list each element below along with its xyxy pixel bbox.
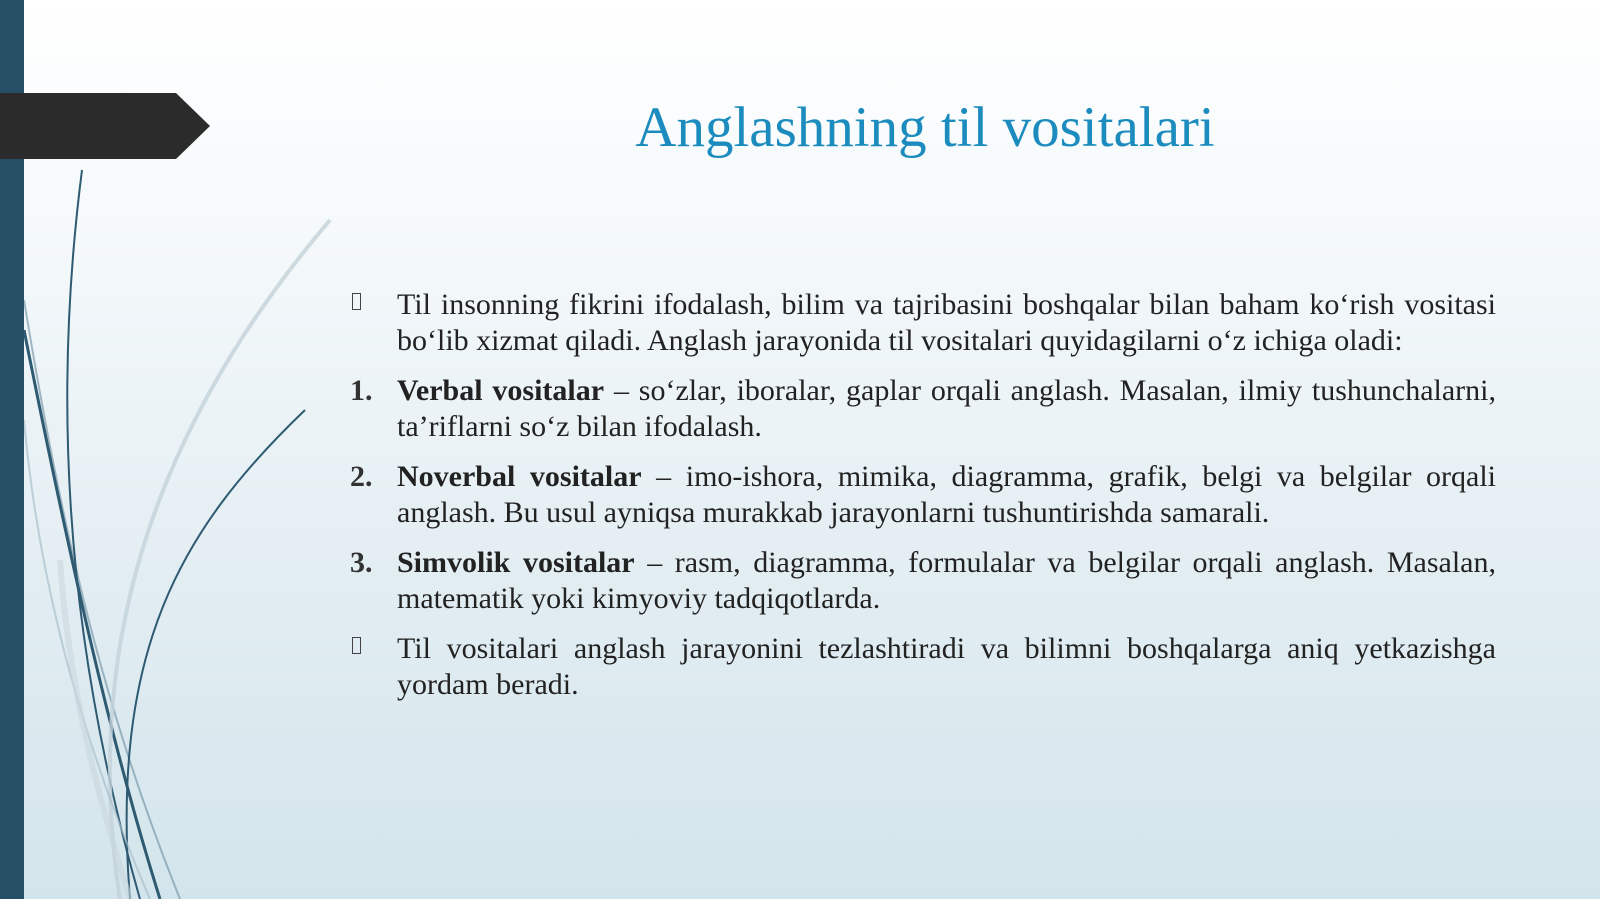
item-text: – imo-ishora, mimika, diagramma, grafik, belgi va belgilar orqali anglash. Bu usul ayniqsa murakkab jarayonlarni tushuntirishda samarali. xyxy=(397,460,1496,529)
list-item-3 xyxy=(350,545,1496,617)
conclusion-bullet xyxy=(350,631,1496,703)
slide-title: Anglashning til vositalari xyxy=(635,96,1215,159)
conclusion-text: Til vositalari anglash jarayonini tezlashtiradi va bilimni boshqalarga aniq yetkazishga yordam beradi. xyxy=(397,632,1496,701)
list-number: 3. xyxy=(350,546,373,579)
list-number: 1. xyxy=(350,374,373,407)
item-text: – rasm, diagramma, formulalar va belgilar orqali anglash. Masalan, matematik yoki kimyoviy tadqiqotlarda. xyxy=(397,546,1496,615)
item-term: Verbal vositalar xyxy=(397,374,605,407)
square-bullet-icon xyxy=(352,293,361,310)
arrow-tag-shape xyxy=(0,93,210,159)
list-number: 2. xyxy=(350,460,373,493)
item-text: – so‘zlar, iboralar, gaplar orqali anglash. Masalan, ilmiy tushunchalarni, ta’riflarni so‘z bilan ifodalash. xyxy=(397,374,1496,443)
list-item-1 xyxy=(350,373,1496,445)
slide-body xyxy=(350,287,1496,717)
list-item-2 xyxy=(350,459,1496,531)
intro-text: Til insonning fikrini ifodalash, bilim va tajribasini boshqalar bilan baham ko‘rish vositasi bo‘lib xizmat qiladi. Anglash jarayonida til vositalari quyidagilarni o‘z ichiga oladi: xyxy=(397,288,1496,357)
item-term: Noverbal vositalar xyxy=(397,460,642,493)
item-term: Simvolik vositalar xyxy=(397,546,635,579)
square-bullet-icon xyxy=(352,637,361,654)
intro-bullet xyxy=(350,287,1496,359)
